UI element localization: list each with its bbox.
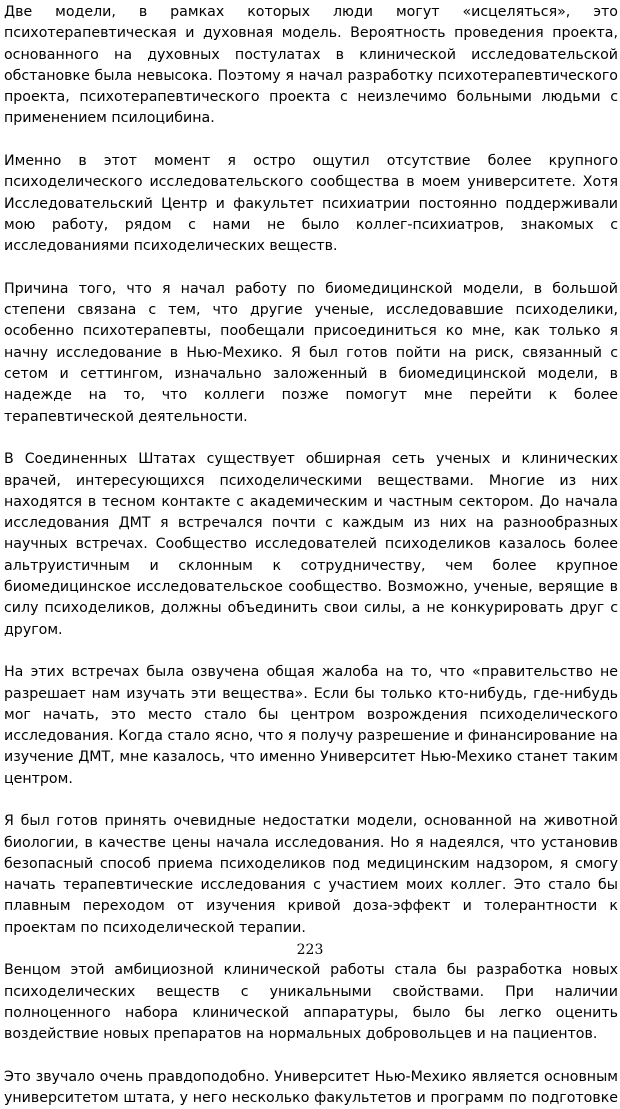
paragraph-2: Именно в этот момент я остро ощутил отсутствие более крупного психоделического исследовательского сообщества в моем университете. Хотя Исследовательский Центр и факультет психиатрии постоянно поддерживали мою работу, рядом с нами не было коллег-психиатров, знакомых с исследованиями психоделических веществ. [4, 153, 618, 255]
paragraph-6: Я был готов принять очевидные недостатки модели, основанной на животной биологии, в качестве цены начала исследования. Но я надеялся, что установив безопасный способ приема психоделиков под медицинским надзором, я смогу начать терапевтические исследования с участием моих коллег. Это стало бы плавным переходом от изучения кривой доза-эффект и толерантности к проектам по психоделической терапии. [4, 813, 618, 936]
paragraph-3: Причина того, что я начал работу по биомедицинской модели, в большой степени связана с тем, что другие ученые, исследовавшие психоделики, особенно психотерапевты, пообещали присоединиться ко мне, как только я начну исследование в Нью-Мехико. Я был готов пойти на риск, связанный с сетом и сеттингом, изначально заложенный в биомедицинской модели, в надежде на то, что коллеги позже помогут мне перейти к более терапевтической деятельности. [4, 280, 618, 425]
paragraph-4: В Соединенных Штатах существует обширная сеть ученых и клинических врачей, интересующихся психоделическими веществами. Многие из них находятся в тесном контакте с академическим и частным сектором. До начала исследования ДМТ я встречался почти с каждым из них на разнообразных научных встречах. Сообщество исследователей психоделиков казалось более альтруистичным и склонным к сотрудничеству, чем более крупное биомедицинское исследовательское сообщество. Возможно, ученые, верящие в силу психоделиков, должны объединить свои силы, а не конкурировать друг с другом. [4, 451, 618, 638]
page-number: 223 [296, 942, 324, 958]
paragraph-7: Венцом этой амбициозной клинической работы стала бы разработка новых психоделических веществ с уникальными свойствами. При наличии полноценного набора клинической аппаратуры, было бы легко оценить воздействие новых препаратов на нормальных добровольцев и на пациентов. [4, 962, 618, 1043]
paragraph-1: Две модели, в рамках которых люди могут «исцеляться», это психотерапевтическая и духовная модель. Вероятность проведения проекта, основанного на духовных постулатах в клинической исследовательской обстановке была невысока. Поэтому я начал разработку психотерапевтического проекта, психотерапевтического проекта с неизлечимо больными людьми с применением псилоцибина. [4, 4, 618, 127]
paragraph-5: На этих встречах была озвучена общая жалоба на то, что «правительство не разрешает нам изучать эти вещества». Если бы только кто-нибудь, где-нибудь мог начать, это место стало бы центром возрождения психоделического исследования. Когда стало ясно, что я получу разрешение и финансирование на изучение ДМТ, мне казалось, что именно Университет Нью-Мехико станет таким центром. [4, 664, 618, 787]
paragraph-8: Это звучало очень правдоподобно. Университет Нью-Мехико является основным университетом штата, у него несколько факультетов и программ по подготовке [4, 1068, 618, 1107]
